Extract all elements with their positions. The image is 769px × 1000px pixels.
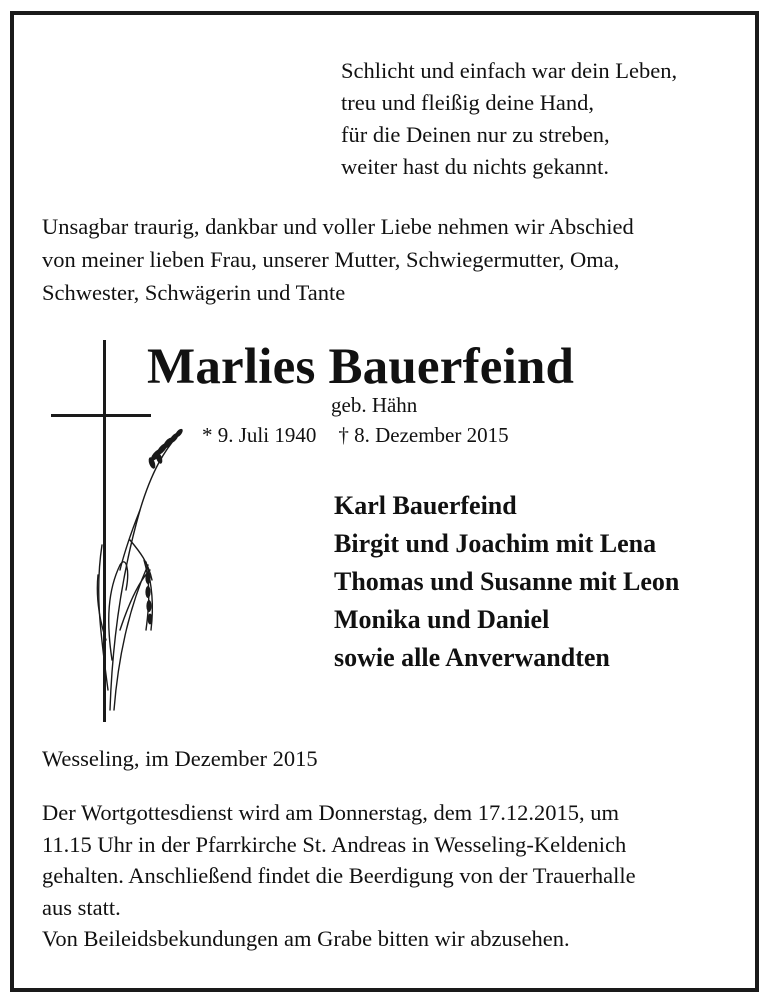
mourner-line: Monika und Daniel <box>334 605 550 634</box>
wheat-icon <box>97 435 178 710</box>
poem <box>341 55 677 183</box>
mourner-line: Karl Bauerfeind <box>334 491 517 520</box>
death-date: † 8. Dezember 2015 <box>338 423 509 447</box>
poem-line: treu und fleißig deine Hand, <box>341 90 595 115</box>
intro-line: Unsagbar traurig, dankbar und voller Liebe nehmen wir Abschied <box>42 214 634 239</box>
intro-text <box>42 210 634 309</box>
service-line: Von Beileidsbekundungen am Grabe bitten wir abzusehen. <box>42 926 570 951</box>
poem-line: Schlicht und einfach war dein Leben, <box>341 58 678 83</box>
deceased-name: Marlies Bauerfeind <box>147 339 575 395</box>
mourner-line: Birgit und Joachim mit Lena <box>334 529 657 558</box>
poem-line: für die Deinen nur zu streben, <box>341 122 610 147</box>
cross-icon <box>51 340 151 722</box>
mourners-list <box>334 487 679 677</box>
birth-date: * 9. Juli 1940 <box>202 423 317 447</box>
mourner-line: sowie alle Anverwandten <box>334 643 610 672</box>
service-line: aus statt. <box>42 894 121 920</box>
mourner-line: Thomas und Susanne mit Leon <box>334 567 680 596</box>
intro-line: Schwester, Schwägerin und Tante <box>42 280 346 305</box>
poem-line: weiter hast du nichts gekannt. <box>341 154 610 179</box>
intro-line: von meiner lieben Frau, unserer Mutter, Schwiegermutter, Oma, <box>42 247 620 272</box>
maiden-name: geb. Hähn <box>331 393 418 417</box>
service-info <box>42 797 636 955</box>
service-line: gehalten. Anschließend findet die Beerdigung von der Trauerhalle <box>42 863 636 888</box>
place-date: Wesseling, im Dezember 2015 <box>42 746 318 771</box>
wheat-ear <box>147 428 184 470</box>
life-dates <box>202 423 509 448</box>
service-line: 11.15 Uhr in der Pfarrkirche St. Andreas in Wesseling-Keldenich <box>42 831 627 857</box>
service-line: Der Wortgottesdienst wird am Donnerstag, dem 17.12.2015, um <box>42 800 620 825</box>
